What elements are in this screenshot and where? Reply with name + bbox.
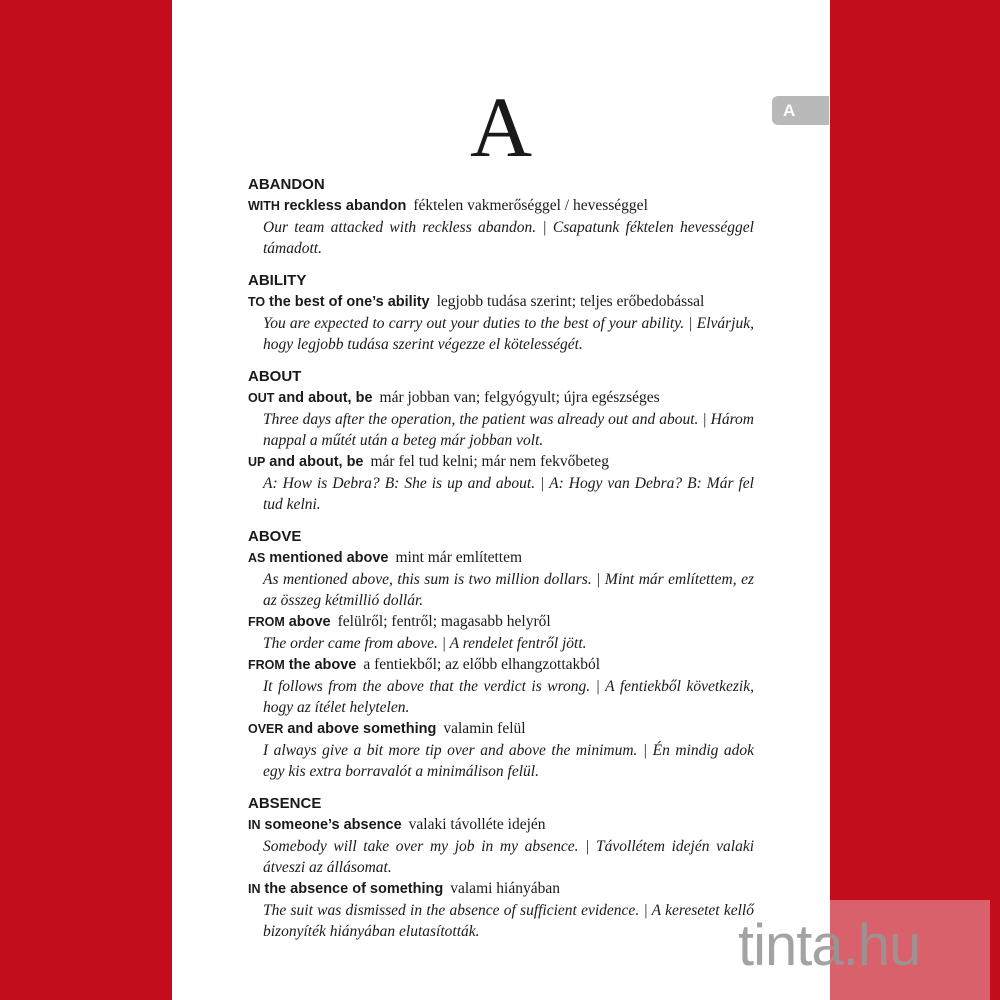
phrase-text: mentioned above <box>269 550 389 566</box>
section-tab-letter: A <box>783 101 796 120</box>
headword: ABOVE <box>248 528 302 545</box>
phrase-line <box>248 718 754 740</box>
phrase-translation: valaki távolléte idején <box>408 816 546 833</box>
phrase-keyword: AS <box>248 551 266 565</box>
phrase-example: I always give a bit more tip over and above the minimum. | Én mindig adok egy kis extra borravalót a minimálison felül. <box>263 742 754 780</box>
phrase-line <box>248 195 754 217</box>
phrase-translation: mint már említettem <box>395 549 523 566</box>
phrase-keyword: FROM <box>248 658 285 672</box>
phrase-translation: féktelen vakmerőséggel / hevességgel <box>413 197 648 214</box>
phrase-text: and about, be <box>269 454 364 470</box>
phrase-keyword: FROM <box>248 615 285 629</box>
phrase-line <box>248 611 754 633</box>
phrase-example: It follows from the above that the verdict is wrong. | A fentiekből következik, hogy az ítélet helytelen. <box>263 678 754 716</box>
phrase-line <box>248 451 754 473</box>
phrase-line <box>248 814 754 836</box>
headword: ABILITY <box>248 272 307 289</box>
phrase-line <box>248 547 754 569</box>
phrase-example: The order came from above. | A rendelet fentről jött. <box>263 635 587 652</box>
phrase-keyword: IN <box>248 818 261 832</box>
headword: ABANDON <box>248 176 325 193</box>
headword: ABSENCE <box>248 795 322 812</box>
phrase-translation: már fel tud kelni; már nem fekvőbeteg <box>370 453 609 470</box>
phrase-translation: valamin felül <box>443 720 526 737</box>
phrase-text: reckless abandon <box>283 198 407 214</box>
phrase-text: and about, be <box>278 390 373 406</box>
phrase-example: You are expected to carry out your duties to the best of your ability. | Elvárjuk, hogy legjobb tudása szerint végezze el kötelességét. <box>263 315 754 353</box>
phrase-translation: már jobban van; felgyógyult; újra egészséges <box>379 389 660 406</box>
phrase-line <box>248 654 754 676</box>
phrase-example: As mentioned above, this sum is two million dollars. | Mint már említettem, ez az összeg kétmillió dollár. <box>263 571 754 609</box>
phrase-text: the above <box>288 657 357 673</box>
phrase-translation: legjobb tudása szerint; teljes erőbedobással <box>436 293 705 310</box>
phrase-example: A: How is Debra? B: She is up and about. | A: Hogy van Debra? B: Már fel tud kelni. <box>263 475 754 513</box>
phrase-example: Three days after the operation, the patient was already out and about. | Három nappal a műtét után a beteg már jobban volt. <box>263 411 754 449</box>
entry-ability <box>248 270 754 355</box>
phrase-line <box>248 291 754 313</box>
phrase-keyword: IN <box>248 882 261 896</box>
entry-above <box>248 526 754 782</box>
phrase-translation: valami hiányában <box>450 880 560 897</box>
phrase-translation: a fentiekből; az előbb elhangzottakból <box>363 656 601 673</box>
phrase-keyword: OUT <box>248 391 275 405</box>
section-letter: A <box>469 79 533 175</box>
entry-abandon <box>248 174 754 259</box>
headword: ABOUT <box>248 368 302 385</box>
phrase-example: The suit was dismissed in the absence of sufficient evidence. | A keresetet kellő bizonyíték hiányában elutasították. <box>263 902 754 940</box>
phrase-keyword: OVER <box>248 722 284 736</box>
entry-absence <box>248 793 754 942</box>
entry-about <box>248 366 754 515</box>
phrase-text: the best of one’s ability <box>269 294 430 310</box>
phrase-keyword: TO <box>248 295 266 309</box>
phrase-example: Our team attacked with reckless abandon. | Csapatunk féktelen hevességgel támadott. <box>263 219 754 257</box>
phrase-text: the absence of something <box>264 881 444 897</box>
phrase-keyword: WITH <box>248 199 280 213</box>
entry-list <box>248 174 754 953</box>
phrase-text: someone’s absence <box>264 817 402 833</box>
phrase-text: above <box>288 614 331 630</box>
phrase-example: Somebody will take over my job in my absence. | Távollétem idején valaki átveszi az állásomat. <box>263 838 754 876</box>
phrase-translation: felülről; fentről; magasabb helyről <box>337 613 551 630</box>
phrase-text: and above something <box>287 721 437 737</box>
phrase-line <box>248 878 754 900</box>
phrase-line <box>248 387 754 409</box>
phrase-keyword: UP <box>248 455 266 469</box>
watermark-logo: tinta.hu <box>738 913 921 978</box>
